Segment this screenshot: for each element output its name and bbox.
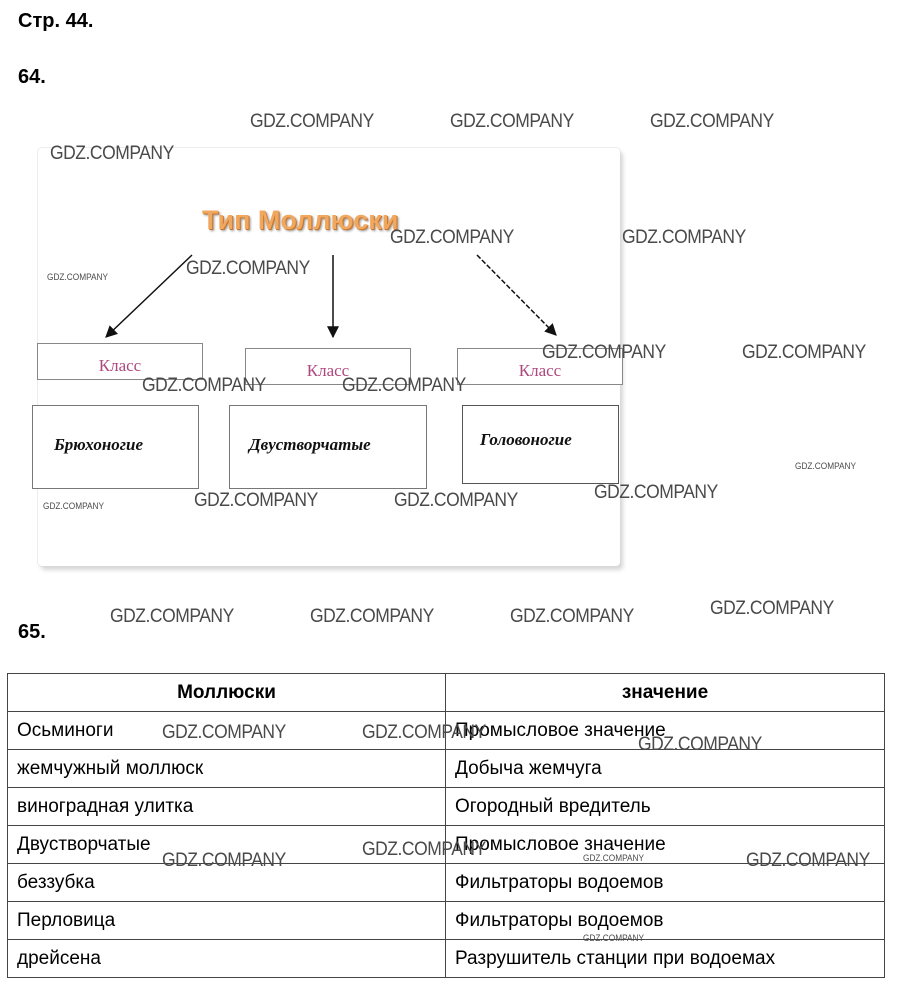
watermark: GDZ.COMPANY bbox=[650, 111, 774, 132]
cell-meaning: Фильтраторы водоемов bbox=[446, 902, 885, 940]
watermark: GDZ.COMPANY bbox=[47, 272, 109, 282]
task-65-number: 65. bbox=[18, 621, 46, 643]
watermark: GDZ.COMPANY bbox=[394, 490, 518, 511]
watermark: GDZ.COMPANY bbox=[583, 853, 645, 863]
watermark: GDZ.COMPANY bbox=[542, 342, 666, 363]
group-label-bivalvia: Двустворчатые bbox=[249, 435, 371, 454]
task-64-number: 64. bbox=[18, 66, 46, 88]
arrow-left bbox=[106, 255, 192, 337]
header-meaning: значение bbox=[446, 674, 885, 712]
cell-mollusk: беззубка bbox=[8, 864, 446, 902]
watermark: GDZ.COMPANY bbox=[186, 258, 310, 279]
arrow-right bbox=[477, 255, 556, 335]
watermark: GDZ.COMPANY bbox=[594, 482, 718, 503]
watermark: GDZ.COMPANY bbox=[142, 375, 266, 396]
watermark: GDZ.COMPANY bbox=[43, 501, 105, 511]
watermark: GDZ.COMPANY bbox=[50, 143, 174, 164]
group-box-3 bbox=[462, 405, 619, 484]
watermark: GDZ.COMPANY bbox=[638, 734, 762, 755]
watermark: GDZ.COMPANY bbox=[194, 490, 318, 511]
cell-meaning: Разрушитель станции при водоемах bbox=[446, 940, 885, 978]
watermark: GDZ.COMPANY bbox=[362, 839, 486, 860]
watermark: GDZ.COMPANY bbox=[162, 722, 286, 743]
cell-meaning: Промысловое значение bbox=[446, 712, 885, 750]
watermark: GDZ.COMPANY bbox=[110, 606, 234, 627]
watermark: GDZ.COMPANY bbox=[710, 598, 834, 619]
cell-meaning: Огородный вредитель bbox=[446, 788, 885, 826]
group-label-gastropoda: Брюхоногие bbox=[54, 435, 144, 454]
class-box-1: Класс bbox=[37, 343, 203, 380]
watermark: GDZ.COMPANY bbox=[342, 375, 466, 396]
group-label-cephalopoda: Головоногие bbox=[480, 430, 572, 449]
class-box-3: Класс bbox=[457, 348, 623, 385]
cell-mollusk: Осьминоги bbox=[8, 712, 446, 750]
table-row bbox=[8, 940, 885, 978]
diagram-title: Тип Моллюски bbox=[202, 205, 399, 235]
table-header-row bbox=[8, 674, 885, 712]
cell-meaning: Промысловое значение bbox=[446, 826, 885, 864]
watermark: GDZ.COMPANY bbox=[310, 606, 434, 627]
table-row bbox=[8, 788, 885, 826]
mollusk-table bbox=[7, 673, 885, 978]
cell-meaning: Добыча жемчуга bbox=[446, 750, 885, 788]
group-box-2 bbox=[229, 405, 427, 489]
page-header: Стр. 44. bbox=[18, 10, 94, 32]
cell-mollusk: дрейсена bbox=[8, 940, 446, 978]
watermark: GDZ.COMPANY bbox=[390, 227, 514, 248]
watermark: GDZ.COMPANY bbox=[450, 111, 574, 132]
watermark: GDZ.COMPANY bbox=[162, 850, 286, 871]
cell-mollusk: Двустворчатые bbox=[8, 826, 446, 864]
table-row bbox=[8, 902, 885, 940]
group-box-1 bbox=[32, 405, 199, 489]
header-mollusks: Моллюски bbox=[8, 674, 446, 712]
watermark: GDZ.COMPANY bbox=[250, 111, 374, 132]
cell-mollusk: Перловица bbox=[8, 902, 446, 940]
watermark: GDZ.COMPANY bbox=[510, 606, 634, 627]
cell-mollusk: жемчужный моллюск bbox=[8, 750, 446, 788]
watermark: GDZ.COMPANY bbox=[742, 342, 866, 363]
class-box-2: Класс bbox=[245, 348, 411, 385]
watermark: GDZ.COMPANY bbox=[362, 722, 486, 743]
cell-meaning: Фильтраторы водоемов bbox=[446, 864, 885, 902]
watermark: GDZ.COMPANY bbox=[583, 933, 645, 943]
cell-mollusk: виноградная улитка bbox=[8, 788, 446, 826]
watermark: GDZ.COMPANY bbox=[622, 227, 746, 248]
watermark: GDZ.COMPANY bbox=[795, 461, 857, 471]
watermark: GDZ.COMPANY bbox=[746, 850, 870, 871]
